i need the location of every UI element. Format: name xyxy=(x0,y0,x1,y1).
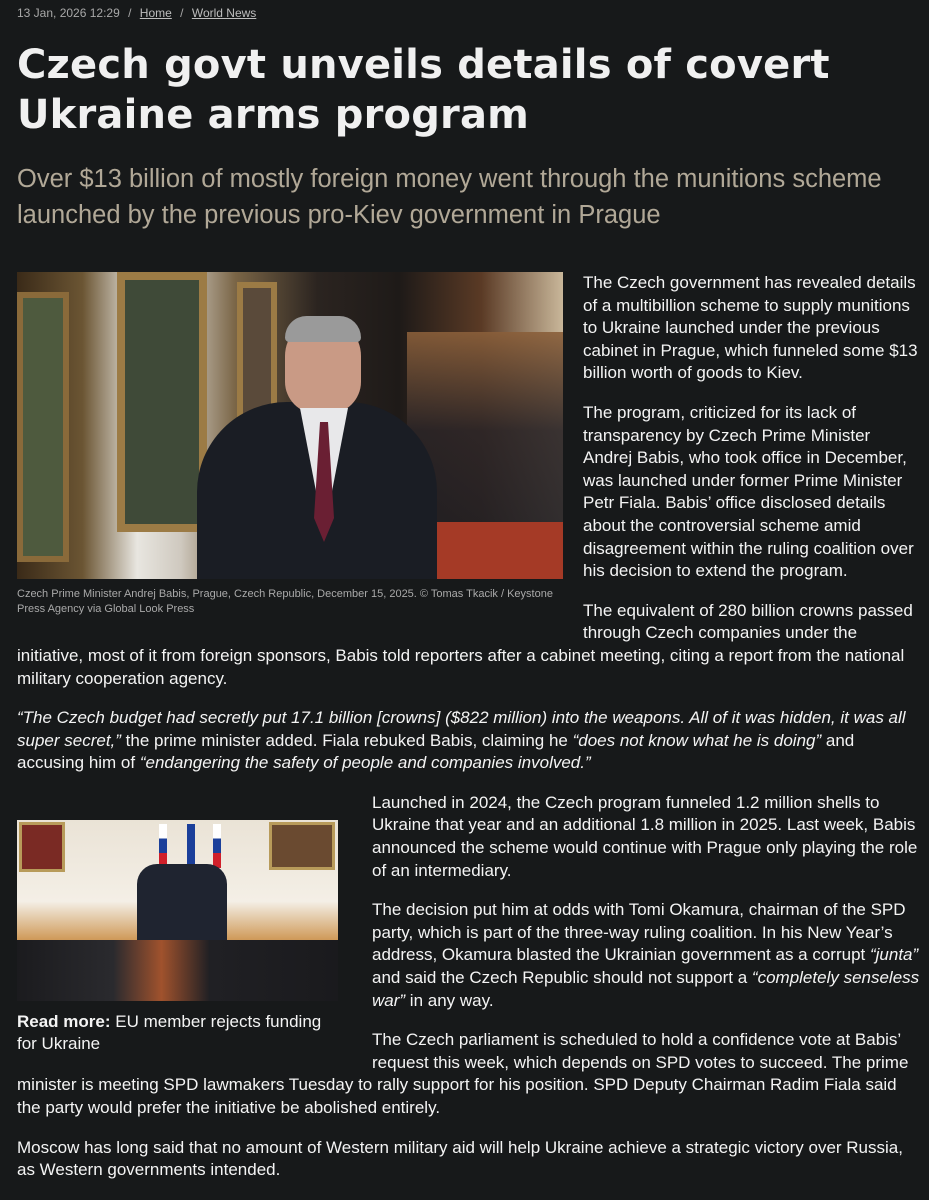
breadcrumb-section-link[interactable]: World News xyxy=(191,6,257,20)
paragraph-4-text: the prime minister added. Fiala rebuked Babis, claiming he xyxy=(120,730,573,750)
article-meta xyxy=(17,6,256,20)
quote-fiala: “does not know what he is doing” xyxy=(572,730,822,750)
paragraph-4-text: and accusing him of xyxy=(17,730,855,773)
lead-image-caption: Czech Prime Minister Andrej Babis, Prague, Czech Republic, December 15, 2025. © Tomas Tkacik / Keystone Press Agency via Global Look Press xyxy=(17,588,553,615)
quote-budget: “The Czech budget had secretly put 17.1 billion [crowns] ($822 million) into the weapons. All of it was hidden, it was all super secret,” xyxy=(17,708,906,750)
paragraph-2: The program, criticized for its lack of transparency by Czech Prime Minister Andrej Babis, who took office in December, was launched under former Prime Minister Petr Fiala. Babis’ office disclosed details about the controversial scheme amid disagreement within the ruling coalition over his decision to extend the program. xyxy=(583,402,914,581)
article-body xyxy=(17,272,922,1199)
breadcrumb-separator: / xyxy=(128,6,132,20)
article-title: Czech govt unveils details of covert Ukraine arms program xyxy=(17,42,830,138)
paragraph-7: The Czech parliament is scheduled to hold a confidence vote at Babis’ request this week, which depends on SPD votes to succeed. The prime minister is meeting SPD lawmakers Tuesday to rally support for his position. SPD Deputy Chairman Radim Fiala said the party would prefer the initiative be abolished entirely. xyxy=(17,1030,909,1117)
breadcrumb-home-link[interactable]: Home xyxy=(139,6,172,20)
officials-group xyxy=(137,864,227,944)
paragraph-6-text: in any way. xyxy=(405,990,494,1010)
paragraph-3: The equivalent of 280 billion crowns passed through Czech companies under the initiative, most of it from foreign sponsors, Babis told reporters after a cabinet meeting, citing a report from the national military cooperation agency. xyxy=(17,600,913,688)
painting-frame xyxy=(269,822,335,870)
paragraph-4 xyxy=(17,707,922,775)
paragraph-1: The Czech government has revealed details of a multibillion scheme to supply munitions to Ukraine launched under the previous cabinet in Prague, which funneled some $13 billion worth of goods to Kiev. xyxy=(583,273,918,383)
paragraph-6-text: and said the Czech Republic should not support a xyxy=(372,968,752,988)
article-subtitle: Over $13 billion of mostly foreign money went through the munitions scheme launched by the previous pro-Kiev government in Prague xyxy=(17,165,882,229)
flag xyxy=(213,824,221,868)
press-cameras xyxy=(17,940,338,1001)
read-more-image[interactable] xyxy=(17,820,338,1001)
lead-figure xyxy=(17,272,563,617)
painting-frame xyxy=(17,292,69,562)
flag xyxy=(159,824,167,868)
read-more-label: Read more: xyxy=(17,1011,111,1031)
publish-datetime: 13 Jan, 2026 12:29 xyxy=(17,6,120,20)
red-carpet xyxy=(417,522,563,579)
read-more-card[interactable] xyxy=(17,820,338,1056)
paragraph-5: Launched in 2024, the Czech program funneled 1.2 million shells to Ukraine that year and an additional 1.8 million in 2025. Last week, Babis announced the scheme would continue with Prague only playing the role of an intermediary. xyxy=(372,792,918,880)
man-hair xyxy=(285,316,361,342)
quote-war: “completely senseless war” xyxy=(372,968,920,1010)
painting-frame xyxy=(19,822,65,872)
read-more-text[interactable] xyxy=(17,1011,338,1056)
paragraph-8: Moscow has long said that no amount of Western military aid will help Ukraine achieve a strategic victory over Russia, as Western governments intended. xyxy=(17,1137,903,1180)
painting-frame xyxy=(117,272,207,532)
lead-image[interactable] xyxy=(17,272,563,579)
breadcrumb-separator: / xyxy=(180,6,184,20)
quote-safety: “endangering the safety of people and companies involved.” xyxy=(139,753,591,773)
quote-junta: “junta” xyxy=(869,945,919,965)
paragraph-6-text: The decision put him at odds with Tomi Okamura, chairman of the SPD party, which is part of the three-way ruling coalition. In his New Year’s address, Okamura blasted the Ukrainian government as a corrupt xyxy=(372,900,906,965)
read-more-link[interactable]: EU member rejects funding for Ukraine xyxy=(17,1011,322,1054)
flag xyxy=(187,824,195,868)
